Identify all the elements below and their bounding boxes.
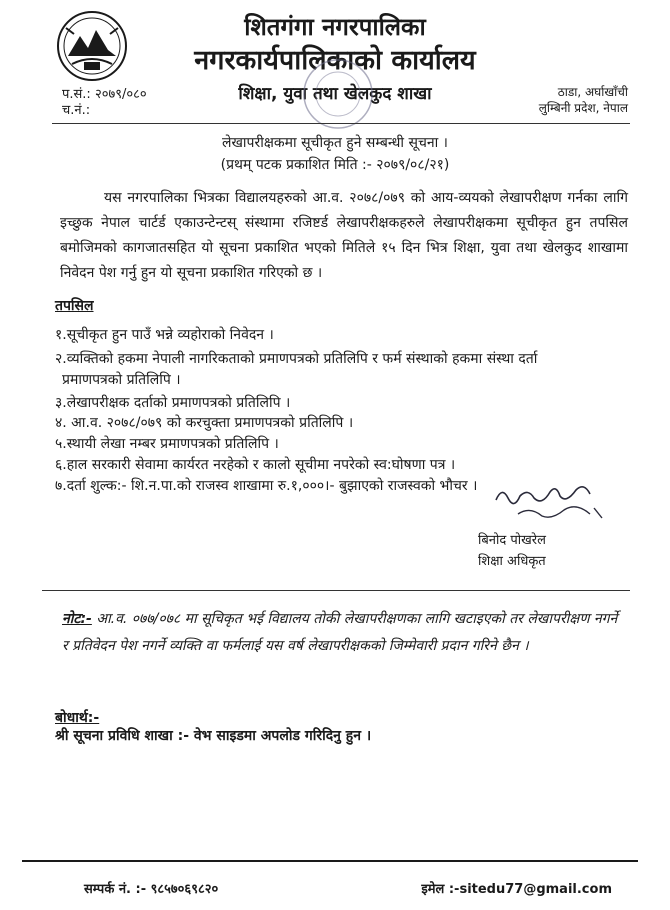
list-item: २.व्यक्तिको हकमा नेपाली नागरिकताको प्रमाणपत्रको प्रतिलिपि र फर्म संस्थाको हकमा संस्था दर्ता (55, 351, 538, 367)
office-name: नगरकार्यपालिकाको कार्यालय (194, 45, 476, 76)
note-text: आ.व. ०७७/०७८ मा सूचिकृत भई विद्यालय तोकी लेखापरीक्षणका लागि खटाइएको तर लेखापरीक्षण नगर्ने र प्रतिवेदन पेश नगर्ने व्यक्ति वा फर्मलाई यस वर्ष लेखापरीक्षकको जिम्मेवारी प्रदान गरिने छैन । (62, 611, 618, 654)
notice-body: यस नगरपालिका भित्रका विद्यालयहरुको आ.व. २०७८/०७९ को आय-व्ययको लेखापरीक्षण गर्नका लागि इच्छुक नेपाल चार्टर्ड एकाउन्टेन्टस् संस्थामा रजिष्टर्ड लेखापरीक्षकहरुले लेखापरीक्षकमा सूचीकृत हुन तपसिल बमोजिमको कागजातसहित यो सूचना प्रकाशित भएको मितिले १५ दिन भित्र शिक्षा, युवा तथा खेलकुद शाखामा निवेदन पेश गर्नु हुन यो सूचना प्रकाशित गरिएको छ । (60, 190, 628, 281)
list-item: ३.लेखापरीक्षक दर्ताको प्रमाणपत्रको प्रतिलिपि । (55, 395, 291, 411)
header-divider (52, 123, 630, 124)
list-heading: तपसिल (55, 298, 94, 314)
municipality-name: शितगंगा नगरपालिका (244, 13, 426, 41)
cc-line: श्री सूचना प्रविधि शाखा :- वेभ साइडमा अपलोड गरिदिनु हुन । (55, 728, 372, 744)
address-line-2: लुम्बिनी प्रदेश, नेपाल (538, 101, 628, 115)
list-item: ६.हाल सरकारी सेवामा कार्यरत नरहेको र कालो सूचीमा नपरेको स्व:घोषणा पत्र । (55, 457, 456, 473)
cc-label: बोधार्थ:- (55, 710, 100, 726)
address-block (539, 84, 628, 116)
notice-title: लेखापरीक्षकमा सूचीकृत हुने सम्बन्धी सूचना । (221, 135, 448, 151)
note-divider (42, 590, 630, 591)
contact-number: सम्पर्क नं. :- ९८५७०६९८२० (84, 882, 219, 897)
note-block (62, 606, 622, 660)
notice-subtitle: (प्रथम् पटक प्रकाशित मिति :- २०७९/०८/२१) (220, 157, 450, 173)
list-item: ४. आ.व. २०७८/०७९ को करचुक्ता प्रमाणपत्रको प्रतिलिपि । (55, 415, 354, 431)
list-item: १.सूचीकृत हुन पाउँ भन्ने व्यहोराको निवेदन । (55, 327, 274, 343)
office-stamp (300, 56, 376, 132)
list-item: ५.स्थायी लेखा नम्बर प्रमाणपत्रको प्रतिलिपि । (55, 436, 279, 452)
handwritten-signature (490, 480, 610, 528)
section-name: शिक्षा, युवा तथा खेलकुद शाखा (238, 84, 432, 104)
footer-divider (22, 860, 638, 862)
reference-number: प.सं.: २०७९/०८० (62, 87, 147, 102)
signatory-designation: शिक्षा अधिकृत (478, 554, 546, 569)
address-line-1: ठाडा, अर्घाखाँची (557, 85, 628, 99)
dispatch-number: च.नं.: (62, 103, 91, 118)
note-label: नोट:- (62, 611, 92, 627)
contact-email: इमेल :-sitedu77@gmail.com (421, 882, 612, 897)
list-item: ७.दर्ता शुल्क:- शि.न.पा.को राजस्व शाखामा रु.१,०००।- बुझाएको राजस्वको भौचर । (55, 478, 478, 494)
signatory-name: बिनोद पोखरेल (478, 533, 546, 548)
list-item-continuation: प्रमाणपत्रको प्रतिलिपि । (62, 372, 181, 388)
